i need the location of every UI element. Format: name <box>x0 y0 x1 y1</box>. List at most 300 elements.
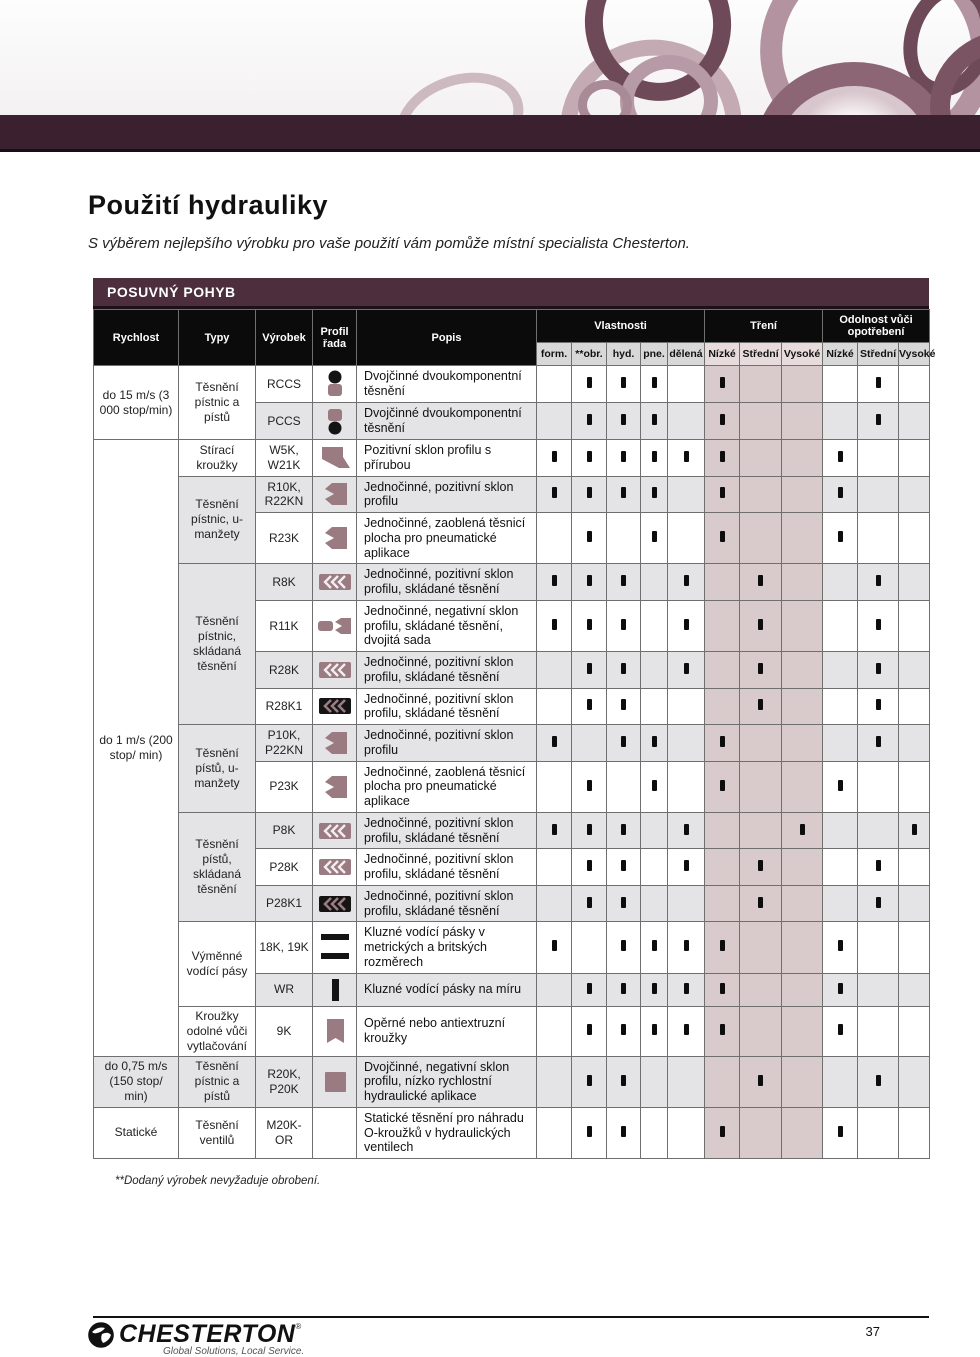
mark-cell <box>572 440 607 477</box>
sub-header-treni-nizke: Nízké <box>705 343 740 366</box>
sub-header-treni-vysoke: Vysoké <box>782 343 823 366</box>
product-cell: R10K, R22KN <box>256 476 313 513</box>
mark-cell <box>858 476 899 513</box>
mark-cell <box>740 440 782 477</box>
presence-marker-icon <box>652 414 657 425</box>
mark-cell <box>668 973 705 1006</box>
mark-cell <box>668 1107 705 1158</box>
mark-cell <box>858 885 899 922</box>
sub-header-pne: pne. <box>641 343 668 366</box>
mark-cell <box>858 652 899 689</box>
sub-header-odolnost-stredni: Střední <box>858 343 899 366</box>
mark-cell <box>705 1056 740 1107</box>
footnote: **Dodaný výrobek nevyžaduje obrobení. <box>115 1175 321 1187</box>
mark-cell <box>782 973 823 1006</box>
seal-profile-chevrons-dark-icon <box>314 892 355 916</box>
presence-marker-icon <box>652 983 657 994</box>
mark-cell <box>668 513 705 564</box>
sub-header-odolnost-vysoke: Vysoké <box>899 343 930 366</box>
seal-ring-icon <box>384 57 535 115</box>
table-row <box>94 1006 930 1056</box>
mark-cell <box>782 600 823 651</box>
speed-cell: do 1 m/s (200 stop/ min) <box>94 440 179 1057</box>
mark-cell <box>572 600 607 651</box>
seal-profile-ucup-icon <box>314 729 355 757</box>
section-header-bar: POSUVNÝ POHYB <box>93 278 929 309</box>
mark-cell <box>782 513 823 564</box>
mark-cell <box>858 1107 899 1158</box>
description-cell: Jednočinné, pozitivní sklon profilu <box>357 476 537 513</box>
presence-marker-icon <box>621 736 626 747</box>
presence-marker-icon <box>621 940 626 951</box>
mark-cell <box>782 366 823 403</box>
mark-cell <box>740 688 782 725</box>
mark-cell <box>740 1107 782 1158</box>
description-cell: Jednočinné, pozitivní sklon profilu, skládané těsnění <box>357 564 537 601</box>
presence-marker-icon <box>587 860 592 871</box>
mark-cell <box>899 761 930 812</box>
mark-cell <box>641 922 668 973</box>
mark-cell <box>668 476 705 513</box>
table-row <box>94 1056 930 1107</box>
mark-cell <box>782 1056 823 1107</box>
mark-cell <box>607 725 641 762</box>
mark-cell <box>705 564 740 601</box>
mark-cell <box>572 476 607 513</box>
mark-cell <box>899 440 930 477</box>
chesterton-logo <box>88 1322 304 1357</box>
mark-cell <box>668 761 705 812</box>
description-cell: Dvojčinné, negativní sklon profilu, nízko rychlostní hydraulické aplikace <box>357 1056 537 1107</box>
profile-cell <box>313 1006 357 1056</box>
mark-cell <box>823 1107 858 1158</box>
table-row <box>94 725 930 762</box>
profile-cell <box>313 922 357 973</box>
mark-cell <box>705 440 740 477</box>
profile-cell <box>313 600 357 651</box>
mark-cell <box>782 849 823 886</box>
mark-cell <box>537 849 572 886</box>
mark-cell <box>899 849 930 886</box>
mark-cell <box>782 564 823 601</box>
presence-marker-icon <box>838 983 843 994</box>
mark-cell <box>740 652 782 689</box>
mark-cell <box>537 652 572 689</box>
mark-cell <box>537 600 572 651</box>
presence-marker-icon <box>621 451 626 462</box>
description-cell: Jednočinné, pozitivní sklon profilu, skládané těsnění <box>357 688 537 725</box>
group-header-vlastnosti: Vlastnosti <box>537 310 705 343</box>
sub-header-hyd: hyd. <box>607 343 641 366</box>
mark-cell <box>740 922 782 973</box>
mark-cell <box>823 513 858 564</box>
mark-cell <box>668 688 705 725</box>
profile-cell <box>313 849 357 886</box>
mark-cell <box>641 973 668 1006</box>
presence-marker-icon <box>587 575 592 586</box>
product-cell: R23K <box>256 513 313 564</box>
presence-marker-icon <box>587 414 592 425</box>
sub-header-obr: **obr. <box>572 343 607 366</box>
mark-cell <box>668 812 705 849</box>
type-cell: Těsnění pístů, u-manžety <box>179 725 256 813</box>
mark-cell <box>572 725 607 762</box>
description-cell: Dvojčinné dvoukomponentní těsnění <box>357 403 537 440</box>
mark-cell <box>572 688 607 725</box>
mark-cell <box>823 564 858 601</box>
presence-marker-icon <box>587 1024 592 1035</box>
profile-cell <box>313 973 357 1006</box>
presence-marker-icon <box>621 897 626 908</box>
mark-cell <box>740 812 782 849</box>
mark-cell <box>607 761 641 812</box>
presence-marker-icon <box>684 940 689 951</box>
presence-marker-icon <box>876 699 881 710</box>
presence-marker-icon <box>587 487 592 498</box>
mark-cell <box>607 366 641 403</box>
mark-cell <box>705 973 740 1006</box>
mark-cell <box>572 761 607 812</box>
profile-cell <box>313 1056 357 1107</box>
presence-marker-icon <box>684 451 689 462</box>
mark-cell <box>705 922 740 973</box>
type-cell: Výměnné vodící pásy <box>179 922 256 1006</box>
mark-cell <box>823 812 858 849</box>
mark-cell <box>572 885 607 922</box>
presence-marker-icon <box>621 377 626 388</box>
mark-cell <box>705 812 740 849</box>
presence-marker-icon <box>876 860 881 871</box>
page-title: Použití hydrauliky <box>88 190 329 220</box>
profile-cell <box>313 403 357 440</box>
profile-cell <box>313 564 357 601</box>
presence-marker-icon <box>684 575 689 586</box>
col-header-vyrobek: Výrobek <box>256 310 313 366</box>
mark-cell <box>899 922 930 973</box>
product-cell: R28K <box>256 652 313 689</box>
mark-cell <box>740 973 782 1006</box>
mark-cell <box>668 725 705 762</box>
mark-cell <box>537 403 572 440</box>
mark-cell <box>668 849 705 886</box>
logo-text: CHESTERTON <box>119 1320 296 1348</box>
presence-marker-icon <box>876 1075 881 1086</box>
presence-marker-icon <box>587 824 592 835</box>
mark-cell <box>823 1006 858 1056</box>
presence-marker-icon <box>912 824 917 835</box>
mark-cell <box>572 1006 607 1056</box>
mark-cell <box>641 564 668 601</box>
presence-marker-icon <box>876 663 881 674</box>
presence-marker-icon <box>587 780 592 791</box>
mark-cell <box>740 725 782 762</box>
mark-cell <box>899 1056 930 1107</box>
mark-cell <box>572 513 607 564</box>
profile-cell <box>313 761 357 812</box>
mark-cell <box>537 761 572 812</box>
seal-profile-chevrons-icon <box>314 658 355 682</box>
presence-marker-icon <box>684 824 689 835</box>
product-cell: R8K <box>256 564 313 601</box>
mark-cell <box>705 366 740 403</box>
maroon-divider-bar <box>0 115 980 152</box>
col-header-profil: Profil řada <box>313 310 357 366</box>
mark-cell <box>740 513 782 564</box>
presence-marker-icon <box>652 1024 657 1035</box>
presence-marker-icon <box>587 451 592 462</box>
type-cell: Těsnění pístů, skládaná těsnění <box>179 812 256 922</box>
page-subtitle: S výběrem nejlepšího výrobku pro vaše použití vám pomůže místní specialista Chesterton. <box>88 235 690 252</box>
mark-cell <box>641 1056 668 1107</box>
presence-marker-icon <box>621 414 626 425</box>
presence-marker-icon <box>587 897 592 908</box>
profile-cell <box>313 366 357 403</box>
description-cell: Jednočinné, pozitivní sklon profilu, skládané těsnění <box>357 885 537 922</box>
profile-cell <box>313 885 357 922</box>
mark-cell <box>858 688 899 725</box>
mark-cell <box>572 922 607 973</box>
mark-cell <box>740 849 782 886</box>
presence-marker-icon <box>652 736 657 747</box>
presence-marker-icon <box>552 451 557 462</box>
presence-marker-icon <box>552 619 557 630</box>
group-header-treni: Tření <box>705 310 823 343</box>
presence-marker-icon <box>720 736 725 747</box>
mark-cell <box>858 849 899 886</box>
mark-cell <box>858 1056 899 1107</box>
mark-cell <box>668 600 705 651</box>
presence-marker-icon <box>684 663 689 674</box>
mark-cell <box>782 1107 823 1158</box>
mark-cell <box>537 688 572 725</box>
mark-cell <box>572 812 607 849</box>
presence-marker-icon <box>684 1024 689 1035</box>
presence-marker-icon <box>876 414 881 425</box>
presence-marker-icon <box>621 1126 626 1137</box>
table-row <box>94 564 930 601</box>
mark-cell <box>537 885 572 922</box>
sub-header-delena: dělená <box>668 343 705 366</box>
col-header-popis: Popis <box>357 310 537 366</box>
footer-rule <box>93 1316 929 1318</box>
type-cell: Těsnění pístnic, u-manžety <box>179 476 256 564</box>
mark-cell <box>537 922 572 973</box>
mark-cell <box>858 761 899 812</box>
mark-cell <box>705 1107 740 1158</box>
mark-cell <box>668 885 705 922</box>
presence-marker-icon <box>652 940 657 951</box>
presence-marker-icon <box>552 824 557 835</box>
mark-cell <box>537 725 572 762</box>
mark-cell <box>899 652 930 689</box>
mark-cell <box>607 600 641 651</box>
presence-marker-icon <box>838 531 843 542</box>
mark-cell <box>572 652 607 689</box>
mark-cell <box>782 476 823 513</box>
mark-cell <box>740 1056 782 1107</box>
mark-cell <box>899 885 930 922</box>
mark-cell <box>641 761 668 812</box>
mark-cell <box>705 513 740 564</box>
presence-marker-icon <box>838 451 843 462</box>
mark-cell <box>782 761 823 812</box>
presence-marker-icon <box>876 619 881 630</box>
presence-marker-icon <box>758 1075 763 1086</box>
mark-cell <box>740 403 782 440</box>
seal-profile-ucup-icon <box>314 524 355 552</box>
product-cell: R20K, P20K <box>256 1056 313 1107</box>
mark-cell <box>782 812 823 849</box>
mark-cell <box>823 922 858 973</box>
mark-cell <box>572 1107 607 1158</box>
mark-cell <box>641 652 668 689</box>
mark-cell <box>668 564 705 601</box>
description-cell: Jednočinné, pozitivní sklon profilu <box>357 725 537 762</box>
mark-cell <box>858 366 899 403</box>
mark-cell <box>899 1107 930 1158</box>
mark-cell <box>641 885 668 922</box>
presence-marker-icon <box>652 377 657 388</box>
mark-cell <box>782 652 823 689</box>
mark-cell <box>607 513 641 564</box>
presence-marker-icon <box>587 619 592 630</box>
presence-marker-icon <box>652 780 657 791</box>
mark-cell <box>641 725 668 762</box>
mark-cell <box>572 366 607 403</box>
mark-cell <box>705 403 740 440</box>
presence-marker-icon <box>838 1024 843 1035</box>
speed-cell: Statické <box>94 1107 179 1158</box>
presence-marker-icon <box>552 487 557 498</box>
product-cell: R11K <box>256 600 313 651</box>
sub-header-treni-stredni: Střední <box>740 343 782 366</box>
presence-marker-icon <box>587 531 592 542</box>
presence-marker-icon <box>758 619 763 630</box>
mark-cell <box>782 725 823 762</box>
mark-cell <box>537 1006 572 1056</box>
mark-cell <box>607 564 641 601</box>
mark-cell <box>537 1056 572 1107</box>
mark-cell <box>899 513 930 564</box>
type-cell: Kroužky odolné vůči vytlačování <box>179 1006 256 1056</box>
product-cell: P23K <box>256 761 313 812</box>
group-header-odolnost: Odolnost vůči opotřebení <box>823 310 930 343</box>
mark-cell <box>782 885 823 922</box>
mark-cell <box>858 600 899 651</box>
product-cell: R28K1 <box>256 688 313 725</box>
col-header-rychlost: Rychlost <box>94 310 179 366</box>
mark-cell <box>537 1107 572 1158</box>
seal-profile-square-circle-icon <box>314 406 355 436</box>
presence-marker-icon <box>621 1024 626 1035</box>
presence-marker-icon <box>652 487 657 498</box>
presence-marker-icon <box>720 451 725 462</box>
presence-marker-icon <box>684 983 689 994</box>
seal-profile-ucup-icon <box>314 480 355 508</box>
description-cell: Opěrné nebo antiextruzní kroužky <box>357 1006 537 1056</box>
description-cell: Jednočinné, pozitivní sklon profilu, skládané těsnění <box>357 652 537 689</box>
type-cell: Těsnění pístnic a pístů <box>179 1056 256 1107</box>
mark-cell <box>537 973 572 1006</box>
presence-marker-icon <box>587 663 592 674</box>
product-cell: P8K <box>256 812 313 849</box>
presence-marker-icon <box>876 736 881 747</box>
mark-cell <box>858 812 899 849</box>
mark-cell <box>641 366 668 403</box>
presence-marker-icon <box>621 1075 626 1086</box>
presence-marker-icon <box>552 575 557 586</box>
table-row <box>94 1107 930 1158</box>
presence-marker-icon <box>758 575 763 586</box>
mark-cell <box>537 564 572 601</box>
mark-cell <box>740 1006 782 1056</box>
mark-cell <box>823 688 858 725</box>
type-cell: Těsnění pístnic, skládaná těsnění <box>179 564 256 725</box>
product-cell: M20K- OR <box>256 1107 313 1158</box>
mark-cell <box>641 513 668 564</box>
mark-cell <box>823 973 858 1006</box>
seal-profile-chevrons-icon <box>314 819 355 843</box>
mark-cell <box>641 476 668 513</box>
mark-cell <box>668 403 705 440</box>
mark-cell <box>607 849 641 886</box>
mark-cell <box>823 849 858 886</box>
presence-marker-icon <box>720 531 725 542</box>
mark-cell <box>740 564 782 601</box>
mark-cell <box>607 922 641 973</box>
seal-rings-photo <box>0 0 980 115</box>
product-cell: P28K1 <box>256 885 313 922</box>
presence-marker-icon <box>587 1075 592 1086</box>
product-cell: PCCS <box>256 403 313 440</box>
description-cell: Dvojčinné dvoukomponentní těsnění <box>357 366 537 403</box>
presence-marker-icon <box>758 860 763 871</box>
product-cell: RCCS <box>256 366 313 403</box>
seal-profile-circle-square-icon <box>314 369 355 399</box>
presence-marker-icon <box>621 860 626 871</box>
presence-marker-icon <box>838 1126 843 1137</box>
table-header <box>94 310 936 366</box>
presence-marker-icon <box>720 414 725 425</box>
mark-cell <box>858 564 899 601</box>
presence-marker-icon <box>652 451 657 462</box>
presence-marker-icon <box>720 1126 725 1137</box>
presence-marker-icon <box>758 663 763 674</box>
profile-cell <box>313 812 357 849</box>
mark-cell <box>668 440 705 477</box>
mark-cell <box>641 600 668 651</box>
mark-cell <box>782 1006 823 1056</box>
presence-marker-icon <box>621 663 626 674</box>
presence-marker-icon <box>838 487 843 498</box>
mark-cell <box>705 725 740 762</box>
presence-marker-icon <box>876 897 881 908</box>
mark-cell <box>607 812 641 849</box>
mark-cell <box>641 1107 668 1158</box>
presence-marker-icon <box>720 1024 725 1035</box>
seal-profile-chevrons-dark-icon <box>314 694 355 718</box>
presence-marker-icon <box>720 983 725 994</box>
table-row <box>94 476 930 513</box>
mark-cell <box>858 403 899 440</box>
presence-marker-icon <box>587 699 592 710</box>
mark-cell <box>607 440 641 477</box>
profile-cell <box>313 476 357 513</box>
mark-cell <box>668 366 705 403</box>
presence-marker-icon <box>876 377 881 388</box>
presence-marker-icon <box>621 575 626 586</box>
mark-cell <box>572 973 607 1006</box>
